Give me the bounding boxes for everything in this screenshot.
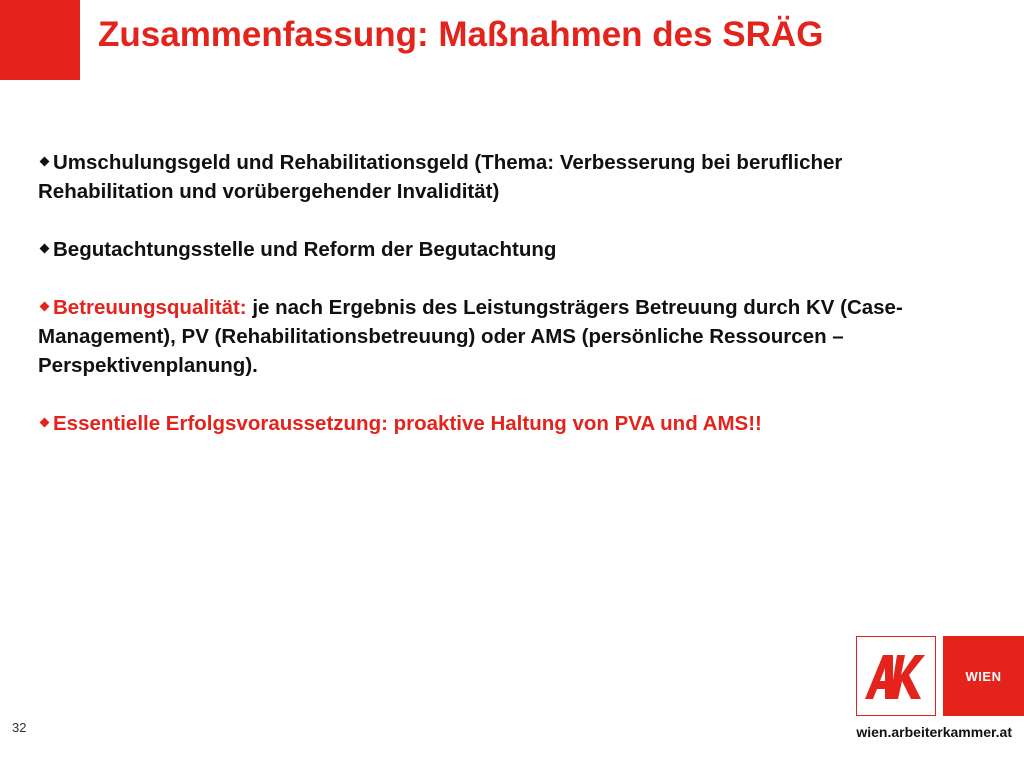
slide-title: Zusammenfassung: Maßnahmen des SRÄG bbox=[98, 15, 824, 54]
bullet-item-umschulungsgeld bbox=[38, 148, 938, 206]
wien-logo-block bbox=[943, 636, 1024, 716]
page-number: 32 bbox=[12, 720, 27, 735]
diamond-bullet-icon bbox=[40, 244, 50, 254]
diamond-bullet-icon bbox=[40, 418, 50, 428]
bullet-text: Essentielle Erfolgsvoraussetzung: proaktive Haltung von PVA und AMS!! bbox=[53, 412, 762, 435]
corner-accent-block bbox=[0, 0, 80, 80]
diamond-bullet-icon bbox=[40, 157, 50, 167]
bullet-text: Begutachtungsstelle und Reform der Begutachtung bbox=[53, 238, 557, 261]
wien-logo-text: WIEN bbox=[965, 668, 1002, 684]
bullet-item-betreuungsqualitaet bbox=[38, 293, 938, 380]
ak-logo-icon bbox=[857, 637, 935, 715]
bullet-item-begutachtung bbox=[38, 235, 938, 264]
diamond-bullet-icon bbox=[40, 302, 50, 312]
bullet-list bbox=[38, 148, 938, 467]
footer-website-url: wien.arbeiterkammer.at bbox=[856, 724, 1012, 740]
ak-logo bbox=[856, 636, 936, 716]
bullet-text: Umschulungsgeld und Rehabilitationsgeld (Thema: Verbesserung bei beruflicher Rehabilitation und vorübergehender Invalidität) bbox=[38, 151, 843, 203]
bullet-item-erfolgsvoraussetzung bbox=[38, 409, 938, 438]
bullet-text: je nach Ergebnis des Leistungsträgers Betreuung durch KV (Case-Management), PV (Rehabilitationsbetreuung) oder AMS (persönliche Ressourcen – Perspektivenplanung). bbox=[38, 296, 903, 377]
bullet-highlight: Betreuungsqualität: bbox=[53, 296, 253, 319]
